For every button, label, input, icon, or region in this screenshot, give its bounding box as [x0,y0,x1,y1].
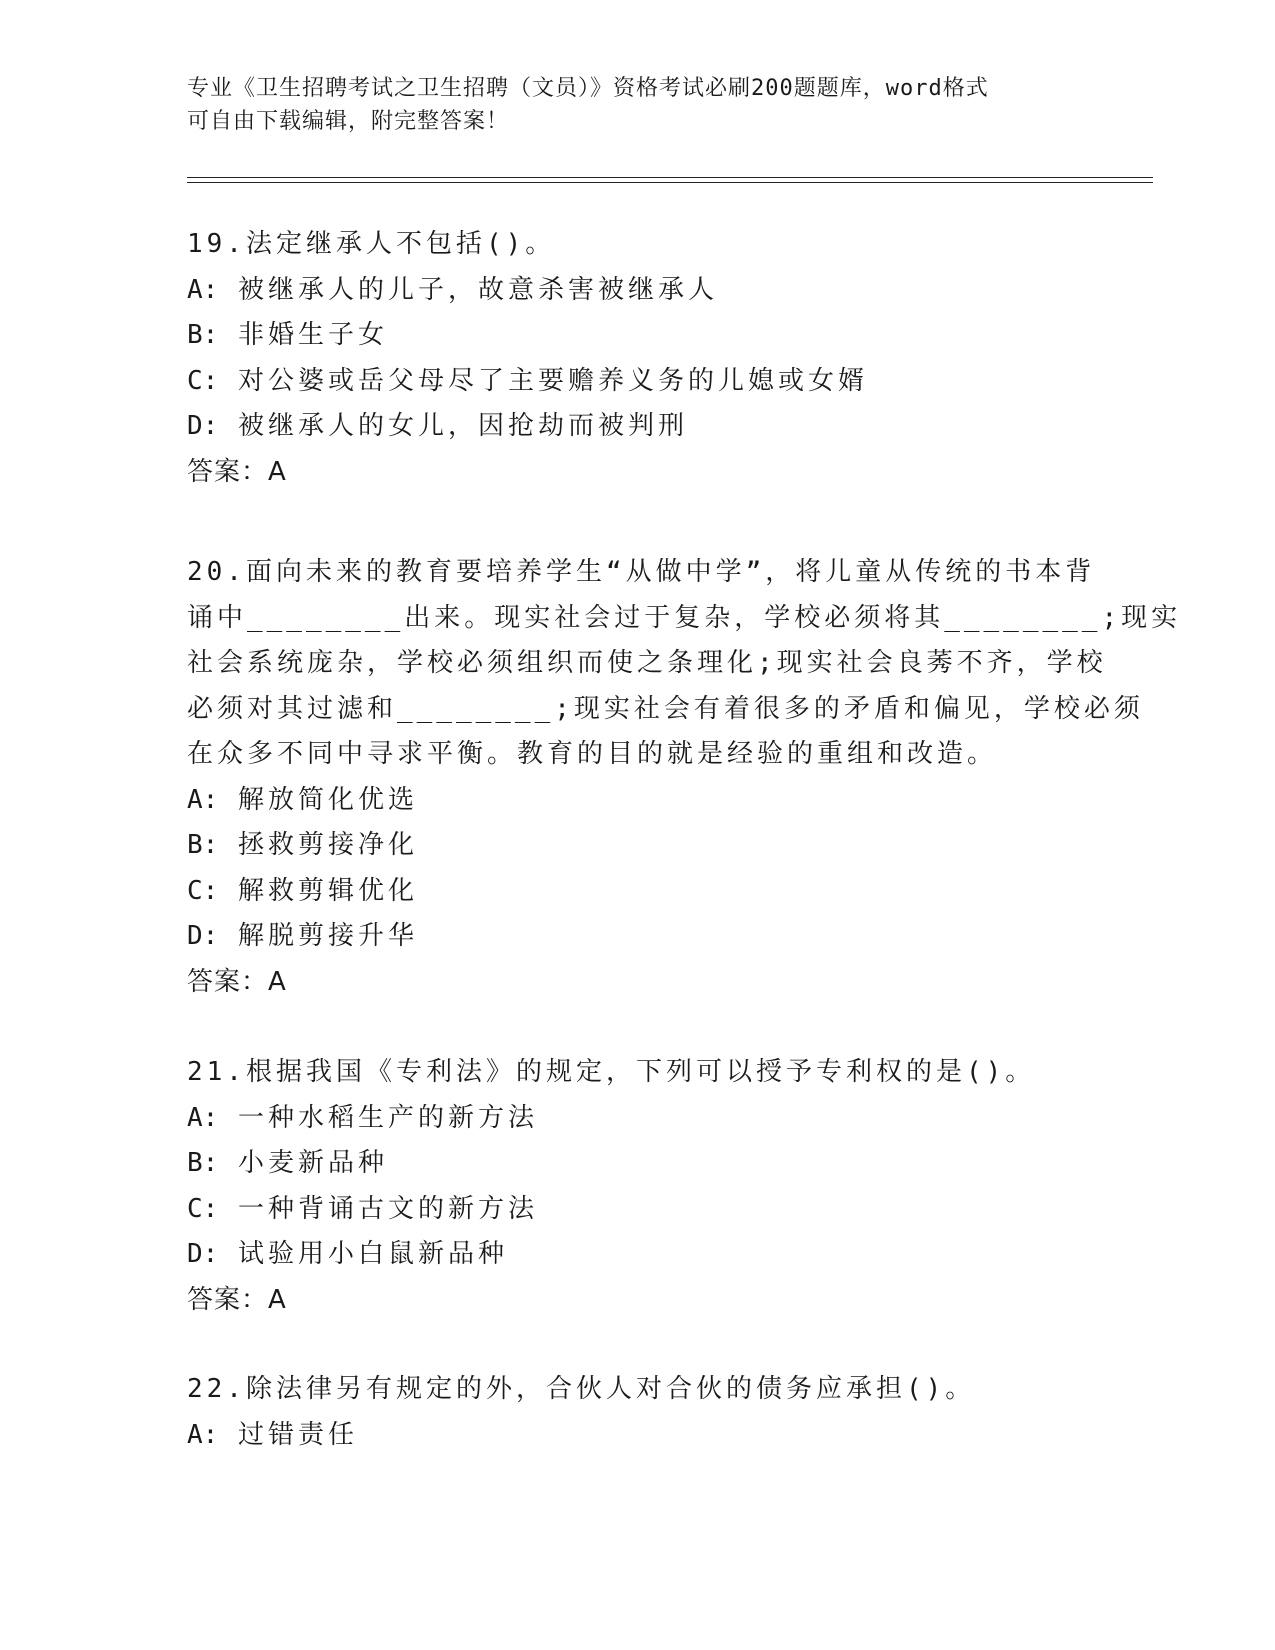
answer-line: 答案：A [187,456,287,487]
option-text: 一种水稻生产的新方法 [237,1102,538,1133]
option-text: 解放简化优选 [237,784,418,815]
question-stem-line-4: 必须对其过滤和________;现实社会有着很多的矛盾和偏见，学校必须 [187,693,1144,724]
option-key: C: [187,1193,219,1224]
question-stem-line-5: 在众多不同中寻求平衡。教育的目的就是经验的重组和改造。 [187,739,998,769]
option-text: 对公婆或岳父母尽了主要赡养义务的儿媳或女婿 [237,365,868,396]
question-stem: 21.根据我国《专利法》的规定，下列可以授予专利权的是()。 [187,1057,1036,1087]
option-text: 被继承人的女儿，因抢劫而被判刑 [237,411,688,441]
header-line-1: 专业《卫生招聘考试之卫生招聘（文员）》资格考试必刷200题题库，word格式 [187,76,989,101]
option-text: 非婚生子女 [237,320,388,350]
question-stem-line-2: 诵中________出来。现实社会过于复杂，学校必须将其________;现实 [187,602,1182,633]
option-d [187,914,1087,960]
option-d [187,1232,1087,1278]
header-divider-bottom [187,182,1153,183]
option-key: B: [187,830,219,860]
header-line-2: 可自由下载编辑，附完整答案！ [187,109,510,134]
question-21 [187,1050,1087,1323]
option-key: C: [187,875,219,906]
option-text: 解脱剪接升华 [237,921,418,951]
option-key: B: [187,320,219,350]
header-divider-top [187,177,1153,178]
option-text: 试验用小白鼠新品种 [237,1239,508,1269]
option-text: 小麦新品种 [237,1148,388,1178]
option-a [187,268,1087,314]
option-text: 解救剪辑优化 [237,875,418,906]
question-20 [187,550,1182,1005]
option-a [187,1096,1087,1142]
document-header [187,72,1067,138]
option-a [187,778,1087,824]
option-key: B: [187,1148,219,1178]
option-key: D: [187,921,219,951]
option-key: A: [187,1102,219,1133]
question-stem: 22.除法律另有规定的外，合伙人对合伙的债务应承担()。 [187,1374,976,1404]
question-stem-line-3: 社会系统庞杂，学校必须组织而使之条理化;现实社会良莠不齐，学校 [187,648,1107,678]
option-key: C: [187,365,219,396]
option-text: 被继承人的儿子，故意杀害被继承人 [237,274,718,305]
answer-line: 答案：A [187,1284,287,1315]
option-b [187,823,1087,869]
option-text: 过错责任 [237,1419,358,1450]
option-key: A: [187,784,219,815]
question-19 [187,222,1087,495]
option-b [187,313,1087,359]
option-key: A: [187,274,219,305]
option-d [187,404,1087,450]
option-c [187,869,1087,915]
option-text: 一种背诵古文的新方法 [237,1193,538,1224]
question-stem: 19.法定继承人不包括()。 [187,229,556,259]
option-key: A: [187,1419,219,1450]
option-key: D: [187,1239,219,1269]
question-22 [187,1367,1087,1458]
question-stem-line-1: 20.面向未来的教育要培养学生“从做中学”，将儿童从传统的书本背 [187,557,1096,587]
option-key: D: [187,411,219,441]
answer-line: 答案：A [187,966,287,997]
option-a [187,1413,1087,1459]
option-c [187,1187,1087,1233]
option-b [187,1141,1087,1187]
option-text: 拯救剪接净化 [237,830,418,860]
option-c [187,359,1087,405]
